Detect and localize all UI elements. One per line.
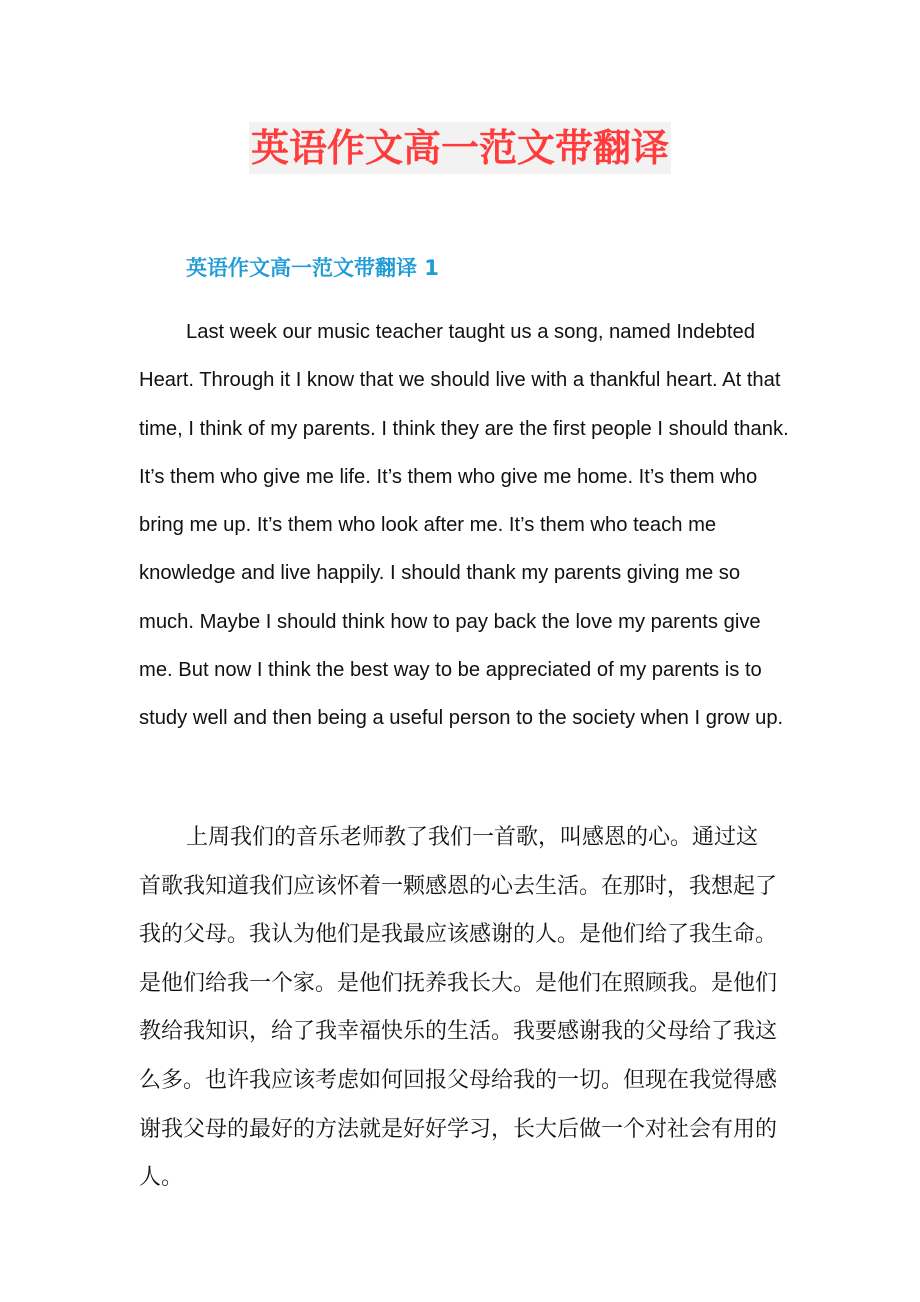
title-container [0, 122, 920, 174]
chinese-translation-paragraph: 上周我们的音乐老师教了我们一首歌，叫感恩的心。通过这首歌我知道我们应该怀着一颗感恩的心去生活。在那时，我想起了我的父母。我认为他们是我最应该感谢的人。是他们给了我生命。是他们给我一个家。是他们抚养我长大。是他们在照顾我。是他们教给我知识，给了我幸福快乐的生活。我要感谢我的父母给了我这么多。也许我应该考虑如何回报父母给我的一切。但现在我觉得感谢我父母的最好的方法就是好好学习，长大后做一个对社会有用的人。 [139, 825, 778, 1191]
english-paragraph: Last week our music teacher taught us a song, named Indebted Heart. Through it I know that we should live with a thankful heart. At that time, I think of my parents. I think they are the first people I should thank. It’s them who give me life. It’s them who give me home. It’s them who bring me up. It’s them who look after me. It’s them who teach me knowledge and live happily. I should thank my parents giving me so much. Maybe I should think how to pay back the love my parents give me. But now I think the best way to be appreciated of my parents is to study well and then being a useful person to the society when I grow up. [139, 321, 789, 730]
section-heading: 英语作文高一范文带翻译 1 [186, 256, 439, 280]
document-title: 英语作文高一范文带翻译 [249, 122, 671, 174]
